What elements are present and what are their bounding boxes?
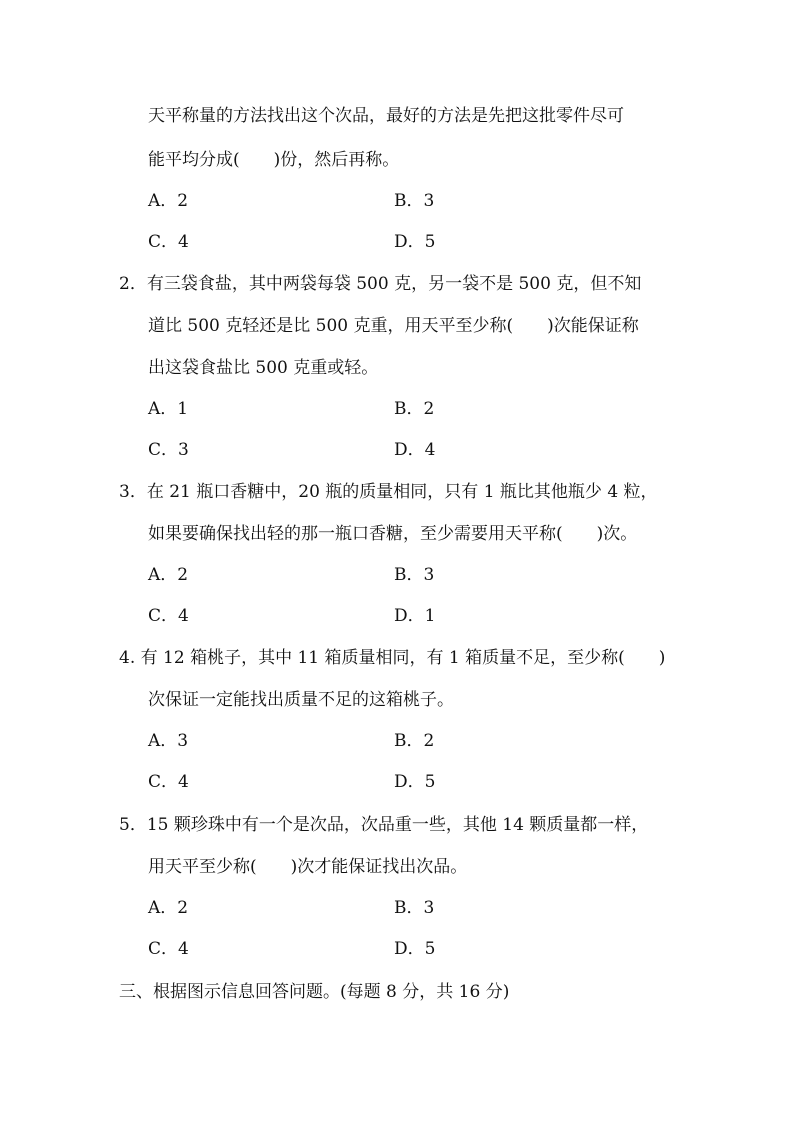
q5-option-a: A．2 <box>148 898 189 918</box>
q2-option-c: C．3 <box>148 440 189 460</box>
q2-option-d: D．4 <box>394 440 436 460</box>
q1-text-line-2: 能平均分成( )份，然后再称。 <box>148 150 400 170</box>
q4-option-c: C．4 <box>148 772 189 792</box>
q3-option-a: A．2 <box>148 565 189 585</box>
q5-text-line-1: 5．15 颗珍珠中有一个是次品，次品重一些，其他 14 颗质量都一样， <box>119 815 649 835</box>
q5-text-line-2: 用天平至少称( )次才能保证找出次品。 <box>148 857 468 877</box>
q4-text-line-1: 4. 有 12 箱桃子，其中 11 箱质量相同，有 1 箱质量不足，至少称( ) <box>119 648 666 668</box>
q1-option-d: D．5 <box>394 232 436 252</box>
q1-option-c: C．4 <box>148 232 189 252</box>
q1-text-line-1: 天平称量的方法找出这个次品，最好的方法是先把这批零件尽可 <box>148 106 624 126</box>
q3-option-c: C．4 <box>148 606 189 626</box>
q4-option-a: A．3 <box>148 731 189 751</box>
q3-text-line-2: 如果要确保找出轻的那一瓶口香糖，至少需要用天平称( )次。 <box>148 524 638 544</box>
q2-option-b: B．2 <box>394 399 435 419</box>
q2-text-line-3: 出这袋食盐比 500 克重或轻。 <box>148 358 379 378</box>
q5-option-c: C．4 <box>148 939 189 959</box>
q4-option-d: D．5 <box>394 772 436 792</box>
q4-option-b: B．2 <box>394 731 435 751</box>
q3-text-line-1: 3．在 21 瓶口香糖中，20 瓶的质量相同，只有 1 瓶比其他瓶少 4 粒， <box>119 482 658 502</box>
q3-option-b: B．3 <box>394 565 435 585</box>
q1-option-b: B．3 <box>394 191 435 211</box>
q4-text-line-2: 次保证一定能找出质量不足的这箱桃子。 <box>148 690 454 710</box>
q5-option-d: D．5 <box>394 939 436 959</box>
section-3-heading: 三、根据图示信息回答问题。(每题 8 分，共 16 分) <box>119 982 510 1002</box>
q5-option-b: B．3 <box>394 898 435 918</box>
q3-option-d: D．1 <box>394 606 436 626</box>
q2-option-a: A．1 <box>148 399 189 419</box>
q2-text-line-2: 道比 500 克轻还是比 500 克重，用天平至少称( )次能保证称 <box>148 316 639 336</box>
q2-text-line-1: 2．有三袋食盐，其中两袋每袋 500 克，另一袋不是 500 克，但不知 <box>119 274 642 294</box>
q1-option-a: A．2 <box>148 191 189 211</box>
